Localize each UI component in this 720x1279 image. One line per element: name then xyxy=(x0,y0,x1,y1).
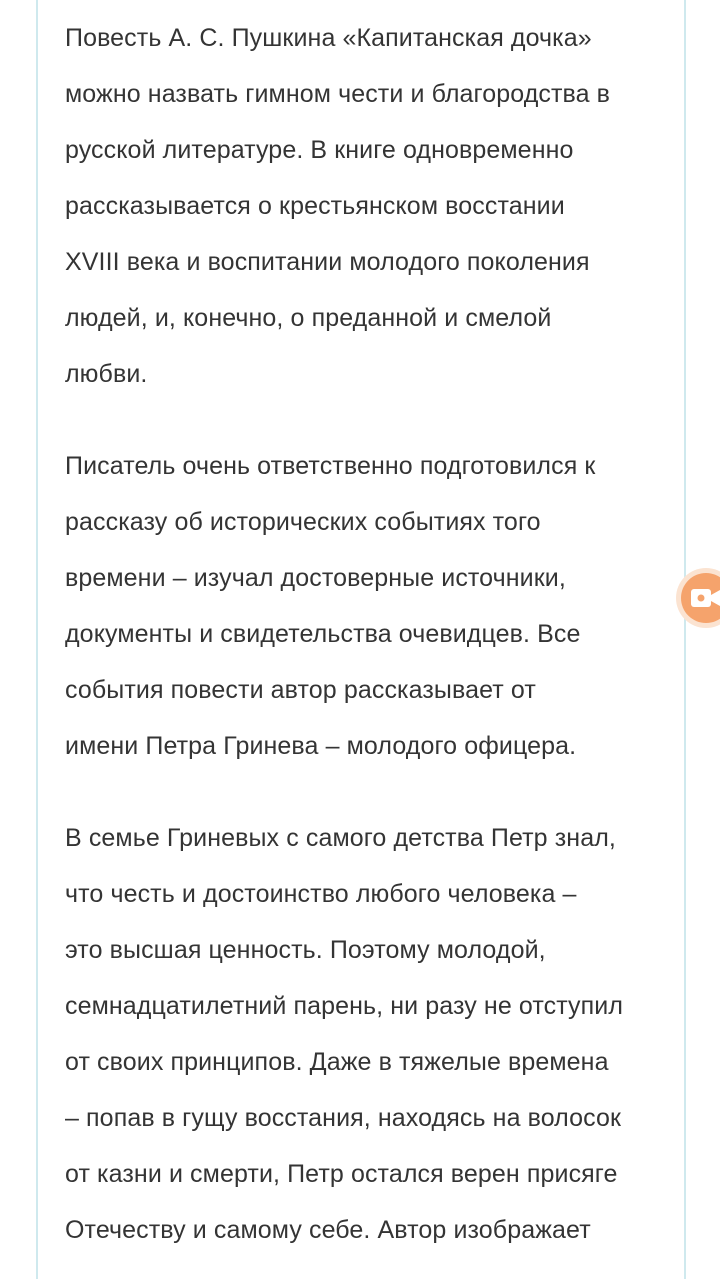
text-line: от казни и смерти, Петр остался верен присяге xyxy=(65,1160,618,1188)
video-camera-icon xyxy=(691,587,720,609)
text-line: от своих принципов. Даже в тяжелые времена xyxy=(65,1048,609,1076)
paragraph-1 xyxy=(65,10,675,402)
text-line: документы и свидетельства очевидцев. Все xyxy=(65,620,581,648)
text-line: рассказывается о крестьянском восстании xyxy=(65,192,565,220)
text-line: что честь и достоинство любого человека – xyxy=(65,880,577,908)
text-line: это высшая ценность. Поэтому молодой, xyxy=(65,936,546,964)
text-line: события повести автор рассказывает от xyxy=(65,676,536,704)
text-line: любви. xyxy=(65,360,148,388)
text-line: русской литературе. В книге одновременно xyxy=(65,136,574,164)
text-line: Писатель очень ответственно подготовился к xyxy=(65,452,596,480)
text-line: – попав в гущу восстания, находясь на волосок xyxy=(65,1104,622,1132)
text-line: семнадцатилетний парень, ни разу не отступил xyxy=(65,992,624,1020)
paragraph-2 xyxy=(65,438,675,774)
text-line: рассказу об исторических событиях того xyxy=(65,508,541,536)
text-line: времени – изучал достоверные источники, xyxy=(65,564,566,592)
text-line: Повесть А. С. Пушкина «Капитанская дочка» xyxy=(65,24,592,52)
text-line: имени Петра Гринева – молодого офицера. xyxy=(65,732,577,760)
text-line: XVIII века и воспитании молодого поколения xyxy=(65,248,590,276)
text-line: Отечеству и самому себе. Автор изображает xyxy=(65,1216,591,1244)
text-line: можно назвать гимном чести и благородства в xyxy=(65,80,611,108)
video-button-circle[interactable] xyxy=(681,573,720,623)
text-line: В семье Гриневых с самого детства Петр знал, xyxy=(65,824,616,852)
text-line: людей, и, конечно, о преданной и смелой xyxy=(65,304,552,332)
article-card xyxy=(36,0,686,1279)
paragraph-3 xyxy=(65,810,675,1258)
article-body xyxy=(65,10,675,1258)
